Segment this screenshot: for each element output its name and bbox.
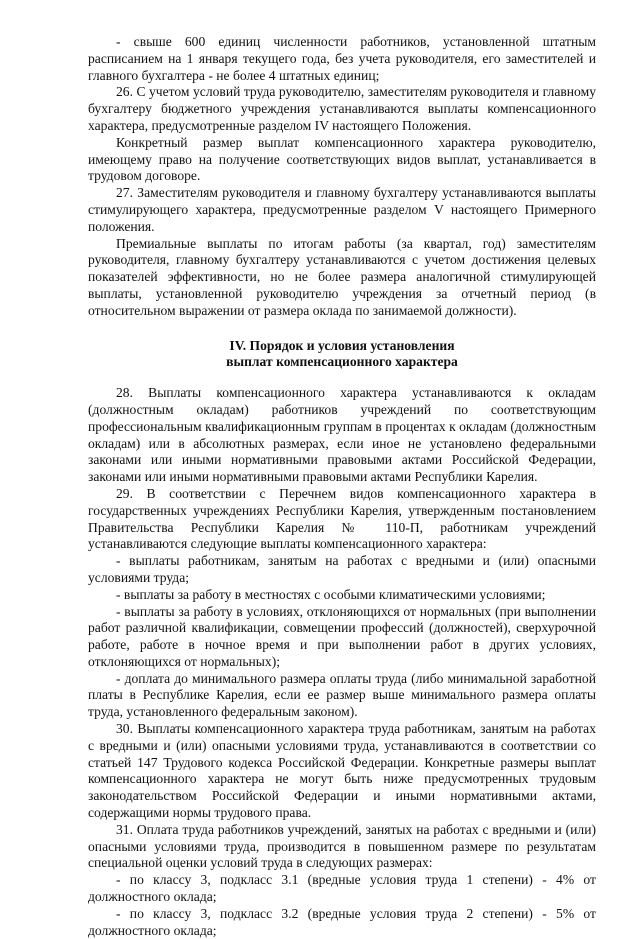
list-item-minimum-wage: - доплата до минимального размера оплаты труда (либо минимальной заработной платы в Республике Карелия, если ее размер выше минимального размера оплаты труда, установленного федеральным законом). bbox=[88, 670, 596, 720]
list-item-climate: - выплаты за работу в местностях с особыми климатическими условиями; bbox=[116, 586, 546, 602]
document-body bbox=[88, 34, 596, 939]
section-heading bbox=[88, 338, 596, 372]
section-heading-line1: IV. Порядок и условия установления bbox=[229, 337, 455, 353]
section-heading-line2: выплат компенсационного характера bbox=[226, 354, 458, 370]
list-item-harmful-conditions: - выплаты работникам, занятым на работах с вредными и (или) опасными условиями труда; bbox=[88, 553, 596, 585]
paragraph-27: 27. Заместителям руководителя и главному бухгалтеру устанавливаются выплаты стимулирующего характера, предусмотренные разделом V настоящего Примерного положения. bbox=[88, 185, 596, 234]
paragraph-29: 29. В соответствии с Перечнем видов компенсационного характера в государственных учреждениях Республики Карелия, утвержденным постановлением Правительства Республики Карелия № 110-П, работникам учреждений устанавливаются следующие выплаты компенсационного характера: bbox=[88, 485, 596, 552]
paragraph-31: 31. Оплата труда работников учреждений, занятых на работах с вредными и (или) опасными условиями труда, производится в повышенном размере по результатам специальной оценки условий труда в следующих размерах: bbox=[88, 821, 596, 871]
paragraph-26: 26. С учетом условий труда руководителю, заместителям руководителя и главному бухгалтеру бюджетного учреждения устанавливаются выплаты компенсационного характера, предусмотренные разделом IV настоящего Положения. bbox=[88, 84, 596, 133]
paragraph-26-specific-amount: Конкретный размер выплат компенсационного характера руководителю, имеющему право на получение соответствующих видов выплат, устанавливается в трудовом договоре. bbox=[88, 134, 596, 184]
paragraph-27-bonus: Премиальные выплаты по итогам работы (за квартал, год) заместителям руководителя, главному бухгалтеру устанавливаются с учетом достижения целевых показателей эффективности, но не более размера аналогичной стимулирующей выплаты, установленной руководителю учреждения за отчетный период (в относительном выражении от размера оклада по занимаемой должности). bbox=[88, 235, 596, 318]
list-item-deviating-conditions: - выплаты за работу в условиях, отклоняющихся от нормальных (при выполнении работ различной квалификации, совмещении профессий (должностей), сверхурочной работе, работе в ночное время и при выполнении работ в других условиях, отклоняющихся от нормальных); bbox=[88, 603, 596, 669]
list-item-class-3-2: - по классу 3, подкласс 3.2 (вредные условия труда 2 степени) - 5% от должностного оклада; bbox=[88, 905, 596, 938]
paragraph-28: 28. Выплаты компенсационного характера устанавливаются к окладам (должностным окладам) работников учреждений по соответствующим профессиональным квалификационным группам в процентах к окладам (должностным окладам) или в абсолютных размерах, если иное не установлено федеральными законами или иными нормативными правовыми актами Российской Федерации, законами или иными нормативными правовыми актами Республики Карелия. bbox=[88, 385, 596, 485]
paragraph-staff-limit: - свыше 600 единиц численности работников, установленной штатным расписанием на 1 января текущего года, без учета руководителя, его заместителей и главного бухгалтера - не более 4 штатных единиц; bbox=[88, 34, 596, 83]
list-item-class-3-1: - по классу 3, подкласс 3.1 (вредные условия труда 1 степени) - 4% от должностного оклада; bbox=[88, 872, 596, 905]
paragraph-30: 30. Выплаты компенсационного характера труда работникам, занятым на работах с вредными и (или) опасными условиями труда, устанавливаются в соответствии со статьей 147 Трудового кодекса Российской Федерации. Конкретные размеры выплат компенсационного характера не могут быть ниже предусмотренных трудовым законодательством Российской Федерации и иными нормативными актами, содержащими нормы трудового права. bbox=[88, 721, 596, 821]
